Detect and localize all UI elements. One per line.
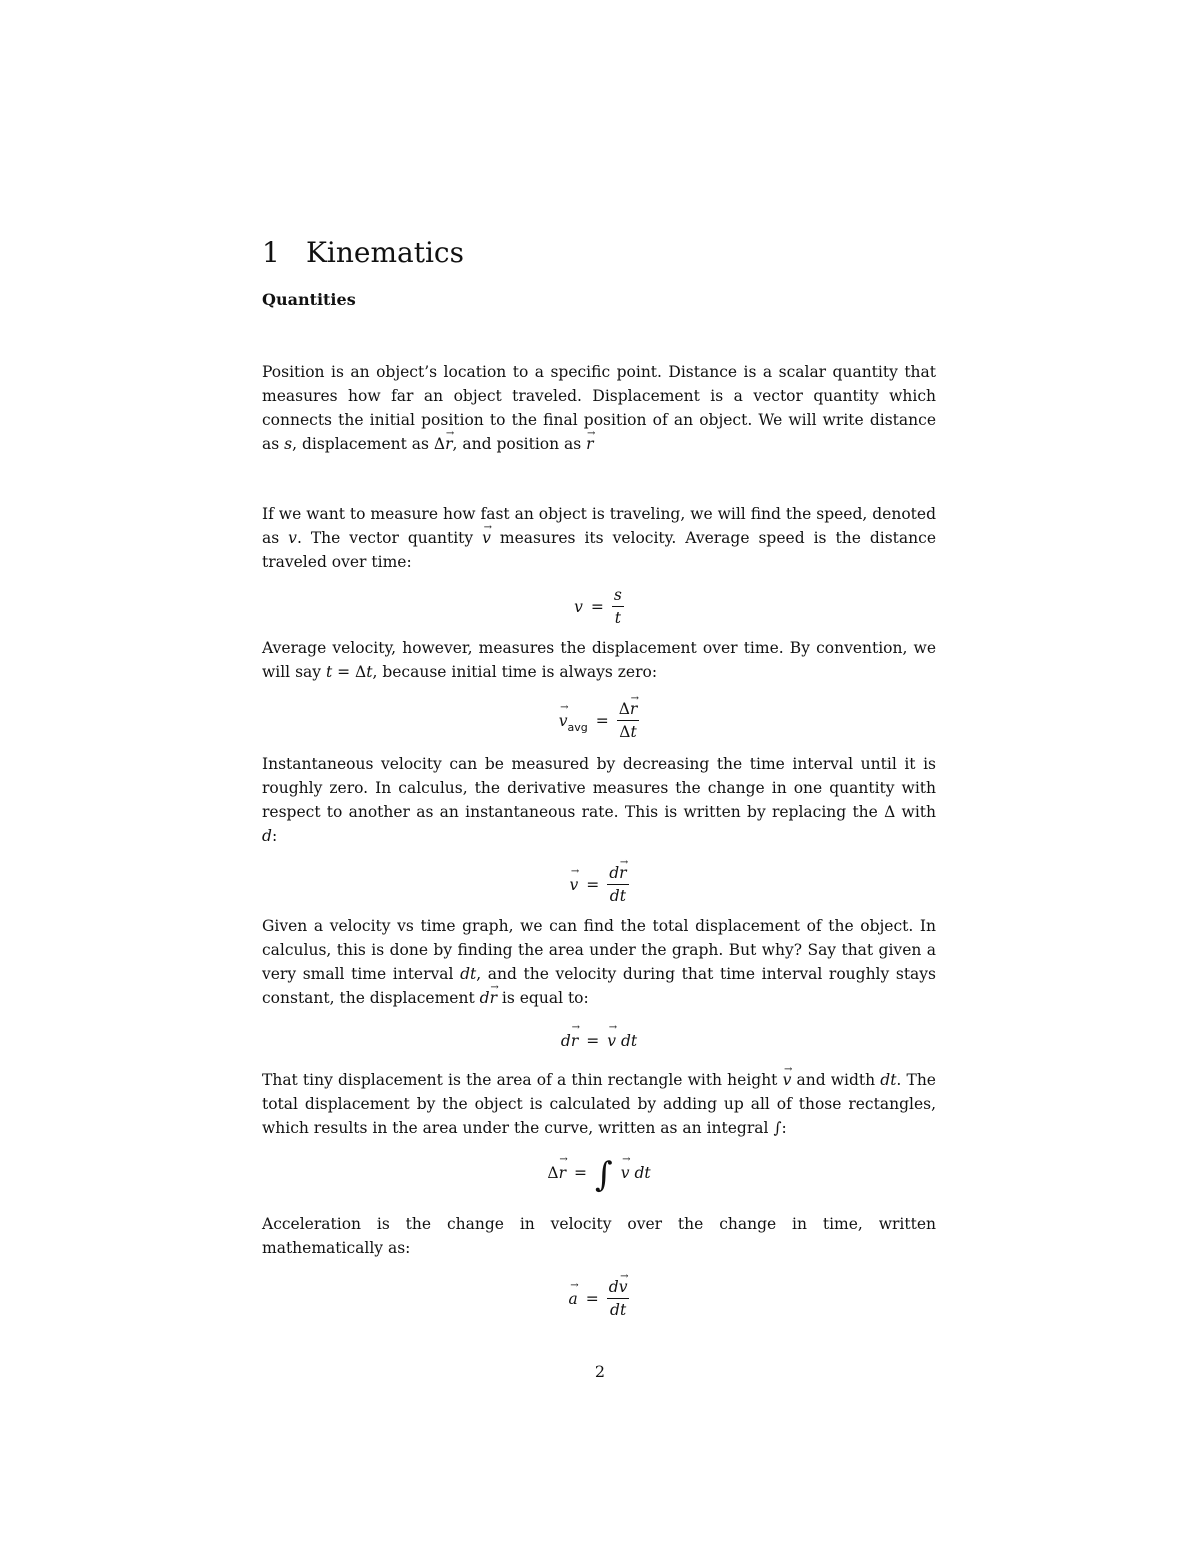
p5-text-a: Given a velocity vs time graph, we can find the total displacement of the object. In calculus, this is done by finding the area under the graph. But why? Say that given a very small time interval — [262, 917, 936, 983]
equation-average-velocity — [262, 698, 936, 743]
p5-text-b: , and the velocity during that time interval roughly stays constant, the displacement — [262, 965, 936, 1007]
paragraph-speed — [262, 502, 936, 574]
eq2-num-r: r → — [630, 698, 637, 720]
equation-average-speed — [262, 584, 936, 629]
paragraph-average-velocity — [262, 636, 936, 684]
p1-displacement-vector: r → — [445, 432, 452, 456]
p5-dt-symbol: dt — [460, 965, 477, 983]
eq4-equals: = — [586, 1032, 600, 1050]
eq4-d: d — [560, 1032, 571, 1050]
p6-dt-symbol: dt — [880, 1071, 897, 1089]
paragraph-instantaneous-velocity — [262, 752, 936, 848]
eq3-fraction — [607, 862, 628, 907]
eq2-equals: = — [595, 711, 609, 730]
eq6-num-d: d — [608, 1278, 619, 1296]
eq2-velocity-vector: v → — [559, 712, 568, 730]
eq5-integral-sign: ∫ — [595, 1155, 613, 1195]
eq2-den-delta: Δ — [619, 723, 631, 741]
p5-text-c: is equal to: — [496, 989, 589, 1007]
p4-delta-symbol: Δ — [884, 803, 896, 821]
equation-acceleration — [262, 1276, 936, 1321]
eq6-num-v: v → — [619, 1276, 628, 1298]
eq1-fraction — [612, 584, 624, 629]
p2-velocity-vector: v → — [482, 526, 491, 550]
p3-time-symbol: t — [325, 663, 333, 681]
eq4-r-vector: r → — [571, 1032, 578, 1050]
eq3-num-d: d — [609, 864, 620, 882]
p4-text-a: Instantaneous velocity can be measured by decreasing the time interval until it is roughly zero. In calculus, the derivative measures the change in one quantity with respect to another as an instantaneous rate. This is written by replacing the — [262, 755, 936, 821]
eq5-equals: = — [574, 1164, 588, 1182]
p4-d-symbol: d — [262, 827, 272, 845]
eq3-equals: = — [586, 875, 600, 894]
p6-text-a: That tiny displacement is the area of a thin rectangle with height — [262, 1071, 783, 1089]
p1-text-c: , and position as — [452, 435, 587, 453]
p6-text-c: . The total displacement by the object is calculated by adding up all of those rectangles, which results in the area under the curve, written as an integral — [262, 1071, 936, 1137]
subsection-heading: Quantities — [262, 290, 356, 309]
eq2-den-t: t — [630, 723, 637, 741]
p2-speed-symbol: v — [288, 529, 297, 547]
p2-text-c: measures its velocity. Average speed is the distance traveled over time: — [262, 529, 936, 571]
p6-v-vector: v → — [783, 1068, 792, 1092]
p4-text-c: : — [271, 827, 278, 845]
p5-d-symbol: d — [479, 989, 490, 1007]
p3-equals-delta: = Δ — [332, 663, 367, 681]
paragraph-acceleration — [262, 1212, 936, 1260]
paragraph-displacement-graph — [262, 914, 936, 1010]
eq2-subscript: avg — [567, 720, 588, 734]
eq3-num-r: r → — [619, 862, 626, 884]
section-title: Kinematics — [306, 236, 464, 269]
p2-text-b: . The vector quantity — [296, 529, 483, 547]
eq5-delta: Δ — [547, 1164, 559, 1182]
eq1-denominator: t — [614, 609, 621, 627]
p4-text-b: with — [895, 803, 936, 821]
eq6-fraction — [607, 1276, 630, 1321]
equation-integral-displacement — [262, 1155, 936, 1195]
p2-text-a: If we want to measure how fast an object is traveling, we will find the speed, denoted as — [262, 505, 936, 547]
eq2-num-delta: Δ — [618, 700, 630, 718]
section-heading — [262, 236, 464, 269]
p1-position-vector: r → — [586, 432, 593, 456]
eq6-denominator: dt — [610, 1301, 627, 1319]
p7-text-a: Acceleration is the change in velocity over the change in time, written mathematically as: — [262, 1215, 936, 1257]
eq4-dt: dt — [620, 1032, 638, 1050]
eq1-numerator: s — [612, 584, 624, 607]
eq2-fraction — [617, 698, 640, 743]
eq4-v-vector: v → — [607, 1032, 616, 1050]
eq5-v-vector: v → — [621, 1164, 630, 1182]
eq6-equals: = — [585, 1289, 599, 1308]
p3-text-b: , because initial time is always zero: — [372, 663, 658, 681]
paragraph-position — [262, 360, 936, 456]
eq3-denominator: dt — [609, 887, 626, 905]
equation-instantaneous-velocity — [262, 862, 936, 907]
p1-distance-symbol: s — [284, 435, 293, 453]
eq3-velocity-vector: v → — [569, 876, 578, 894]
p1-text-b: , displacement as — [292, 435, 434, 453]
eq5-r-vector: r → — [559, 1164, 566, 1182]
paragraph-area-under-curve — [262, 1068, 936, 1140]
section-number: 1 — [262, 236, 280, 269]
p3-time-symbol-2: t — [366, 663, 373, 681]
equation-small-displacement — [262, 1032, 936, 1050]
p6-text-b: and width — [791, 1071, 881, 1089]
p6-text-d: : — [781, 1119, 787, 1137]
eq1-lhs: v — [574, 597, 583, 616]
eq1-equals: = — [590, 597, 604, 616]
eq6-a-vector: a → — [569, 1290, 578, 1308]
eq5-dt: dt — [634, 1164, 651, 1182]
p6-integral-symbol: ∫ — [773, 1119, 782, 1137]
p1-text-a: Position is an object’s location to a specific point. Distance is a scalar quantity that measures how far an object traveled. Displacement is a vector quantity which connects the initial position to the final position of an object. We will write distance as — [262, 363, 936, 453]
p1-delta-symbol: Δ — [433, 435, 446, 453]
p3-text-a: Average velocity, however, measures the displacement over time. By convention, we will say — [262, 639, 936, 681]
p5-r-vector: r → — [490, 986, 497, 1010]
page-number: 2 — [594, 1362, 606, 1381]
